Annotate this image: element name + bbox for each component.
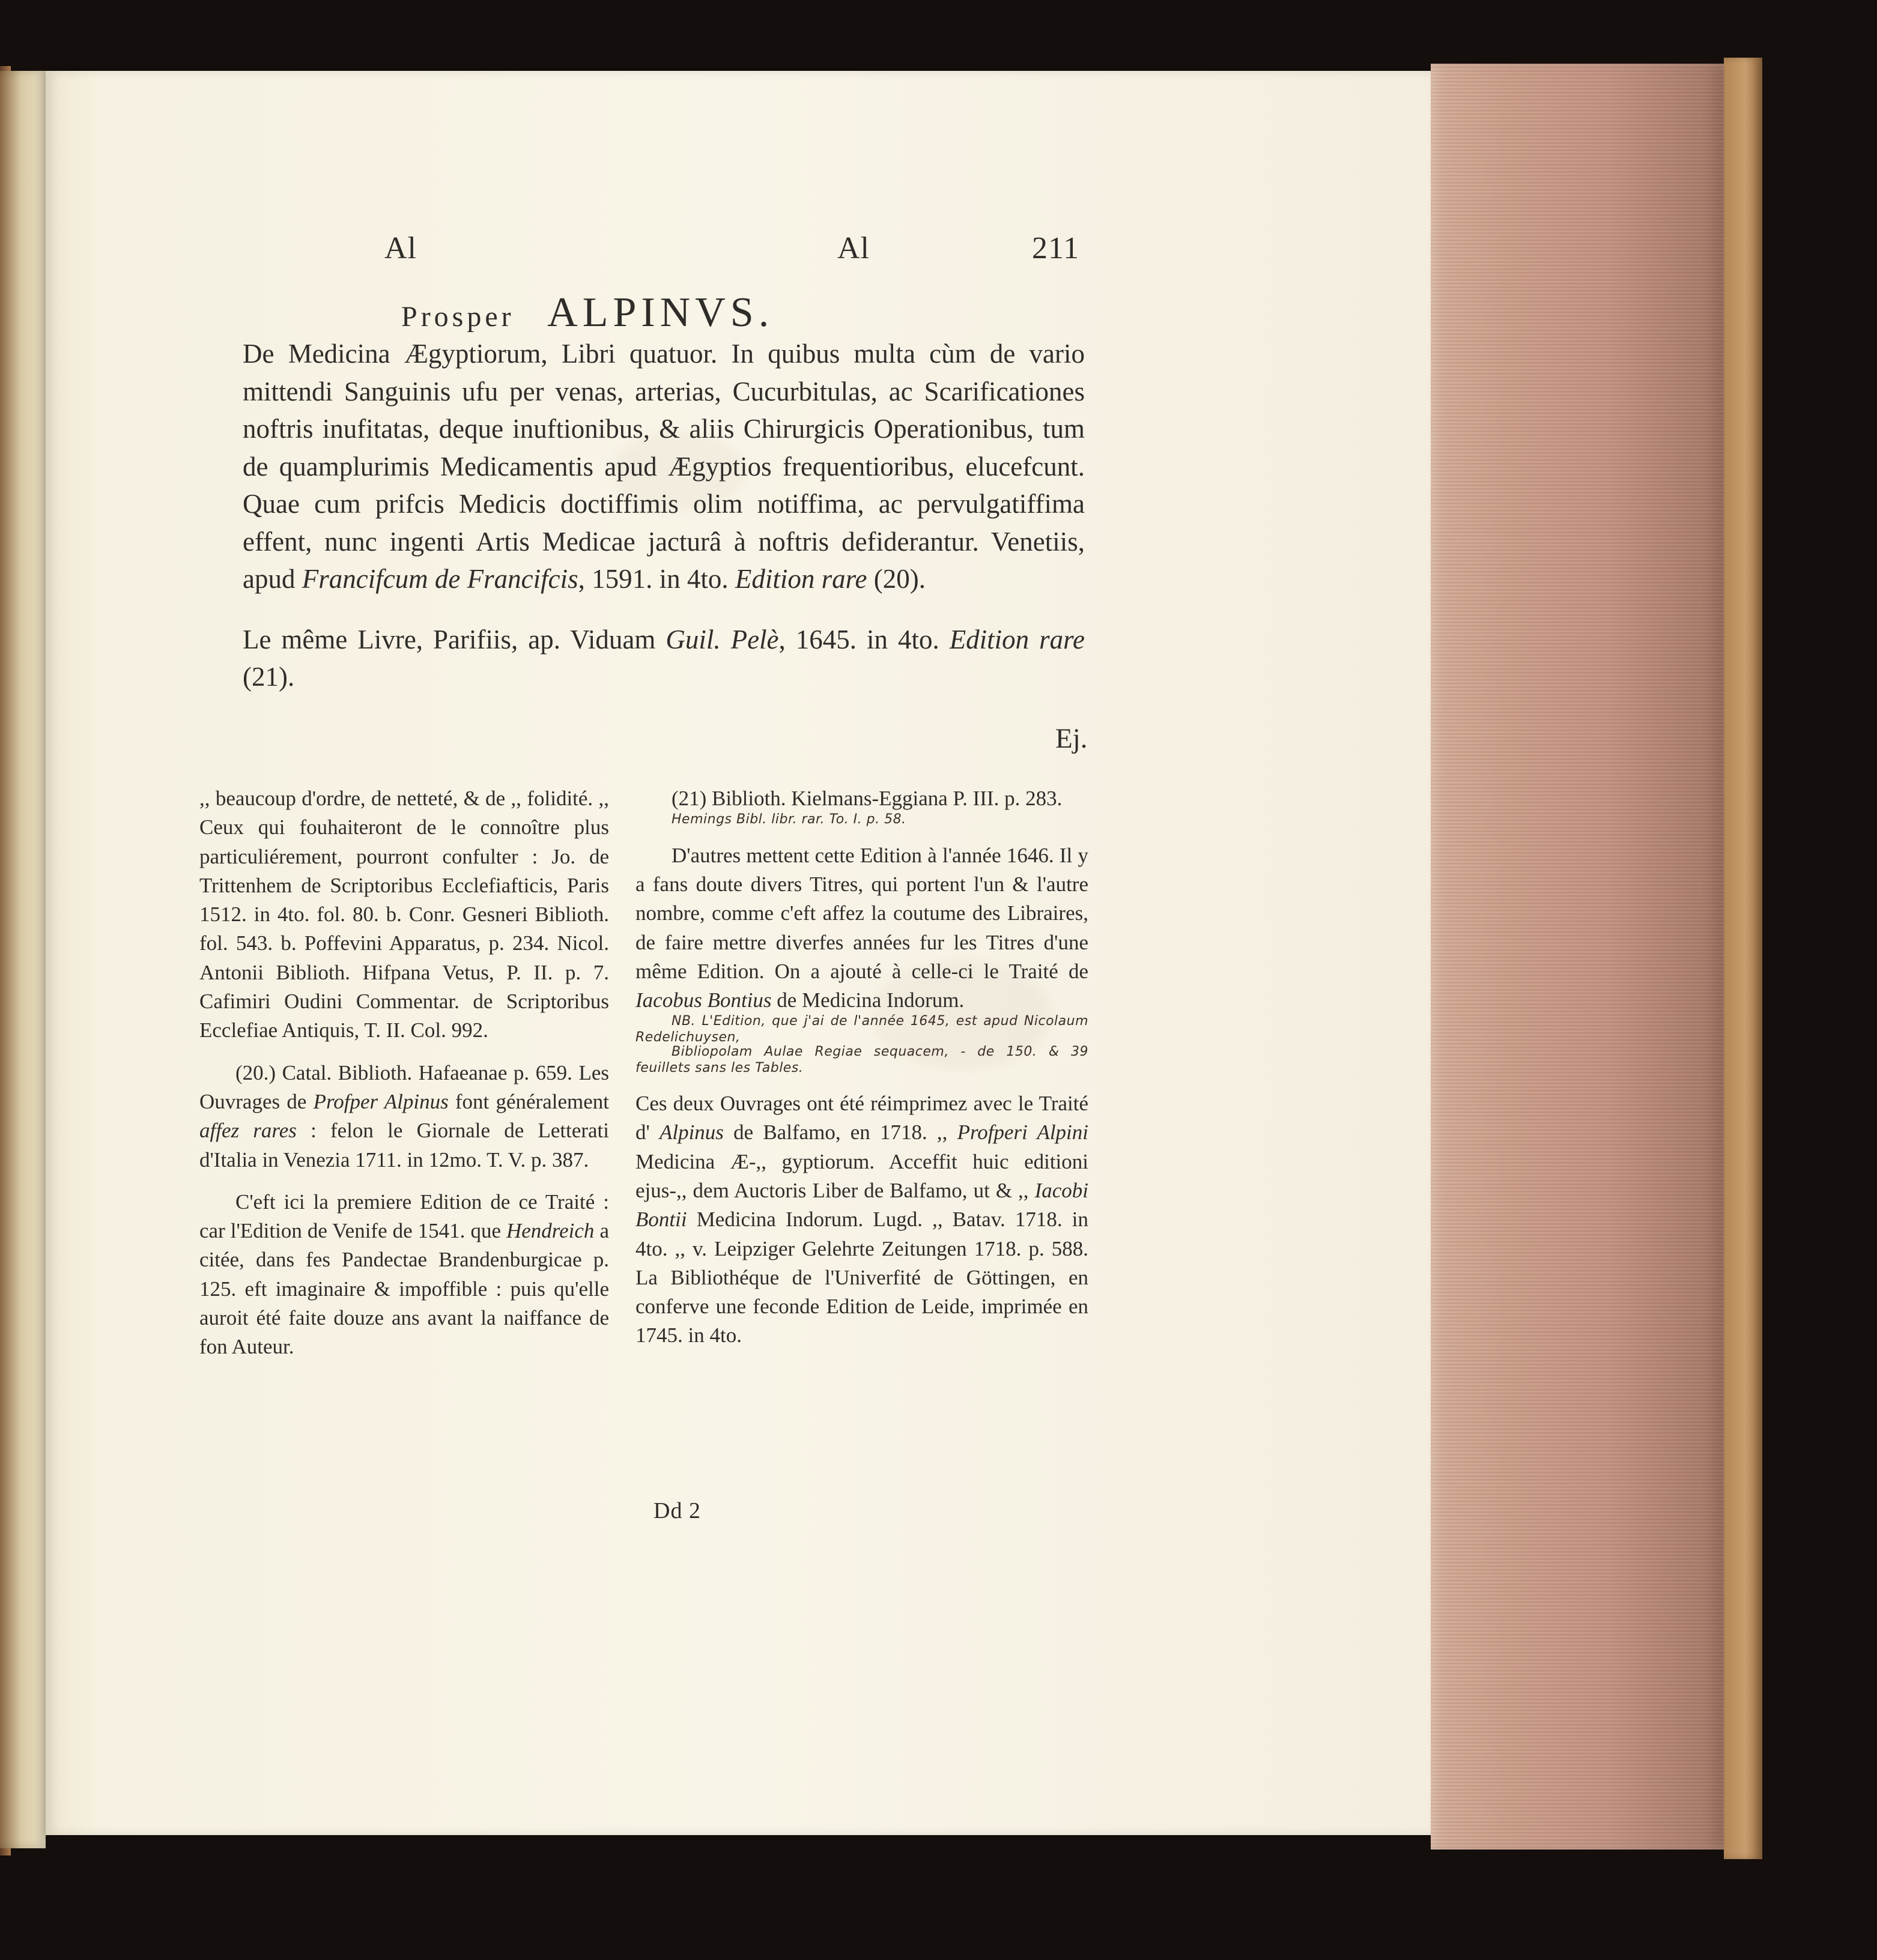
right-note-paragraph-3-end: Medicina Indorum. Lugd. ,, Batav. 1718. in 4to. ,, v. Leipziger Gelehrte Zeitungen 1718. p. 588. La Bibliothéque de l'Univerfité de Göttingen, en conferve une feconde Edition de Leide, imprimée en 1745. in 4to. bbox=[635, 1208, 1088, 1348]
page-number: 211 bbox=[1032, 231, 1080, 265]
main-paragraph-2-end: (21). bbox=[243, 662, 295, 692]
left-page-edge bbox=[0, 71, 46, 1848]
right-note-paragraph-2-end: de Medicina Indorum. bbox=[771, 988, 965, 1012]
main-paragraph-2 bbox=[243, 621, 1085, 696]
author-first-name: Prosper bbox=[401, 301, 515, 333]
right-book-cover bbox=[1724, 58, 1762, 1859]
right-note-paragraph-1-text: (21) Biblioth. Kielmans-Eggiana P. III. p. 283. bbox=[672, 787, 1063, 810]
right-note-paragraph-3 bbox=[635, 1089, 1088, 1351]
running-header-center: Al bbox=[837, 231, 870, 265]
left-note-paragraph-2-italic-rare: affez rares bbox=[199, 1119, 297, 1143]
left-note-paragraph-2-middle: font généralement bbox=[448, 1089, 609, 1113]
right-note-paragraph-3-italic-alpinus: Alpinus bbox=[659, 1121, 724, 1145]
page-edges bbox=[1431, 64, 1724, 1850]
main-paragraph-1-middle: , 1591. in 4to. bbox=[578, 564, 735, 594]
left-note-paragraph-1-text: ,, beaucoup d'ordre, de netteté, & de ,, folidité. ,, Ceux qui fouhaiteront de le connoître plus particuliérement, pourront confulter : Jo. de Trittenhem de Scriptoribus Ecclefiafticis, Paris 1512. in 4to. fol. 80. b. Conr. Gesneri Biblioth. fol. 543. b. Poffevini Apparatus, p. 234. Nicol. Antonii Biblioth. Hifpana Vetus, P. II. p. 7. Cafimiri Oudini Commentar. de Scriptoribus Ecclefiae Antiquis, T. II. Col. 992. bbox=[199, 787, 609, 1042]
right-note-paragraph-3-italic-title: Profperi Alpini bbox=[957, 1121, 1088, 1145]
main-paragraph-1-text: De Medicina Ægyptiorum, Libri quatuor. In quibus multa cùm de vario mittendi Sanguinis ufu per venas, arterias, Cucurbitulas, ac Scarificationes noftris inufitatas, deque inuftionibus, & aliis Chirurgicis Operationibus, tum de quamplurimis Medicamentis apud Ægyptios frequentioribus, elucefcunt. Quae cum prifcis Medicis doctiffimis olim notiffima, ac pervulgatiffima effent, nunc ingenti Artis Medicae jacturâ à noftris defiderantur. Venetiis, apud bbox=[243, 339, 1085, 594]
main-entry-text bbox=[243, 335, 1085, 696]
left-note-paragraph-2-end: : felon le Giornale de Letterati d'Italia in Venezia 1711. in 12mo. T. V. p. 387. bbox=[199, 1119, 610, 1172]
left-note-paragraph-3-end: a citée, dans fes Pandectae Brandenburgicae p. 125. eft imaginaire & impoffible : puis qu'elle auroit été faite douze ans avant la naiffance de fon Auteur. bbox=[199, 1219, 609, 1359]
main-paragraph-2-italic-printer: Guil. Pelè bbox=[666, 624, 779, 655]
left-note-paragraph-3-italic-name: Hendreich bbox=[506, 1219, 595, 1243]
left-note-paragraph-3 bbox=[199, 1188, 609, 1362]
right-note-paragraph-3-middle-1: de Balfamo, en 1718. ,, bbox=[723, 1121, 957, 1145]
left-note-paragraph-2-italic-author: Profper Alpinus bbox=[313, 1089, 449, 1113]
right-note-paragraph-3-italic-bontius: Iacobi Bontii bbox=[635, 1178, 1088, 1232]
handwritten-annotation-2: NB. L'Edition, que j'ai de l'année 1645, est apud Nicolaum Redelichuysen, bbox=[635, 1014, 1088, 1045]
left-note-paragraph-2 bbox=[199, 1059, 609, 1175]
author-last-name: ALPINVS. bbox=[547, 289, 774, 336]
main-paragraph-1-italic-publisher: Francifcum de Francifcis bbox=[302, 564, 578, 594]
right-note-paragraph-2-italic-name: Iacobus Bontius bbox=[635, 988, 772, 1012]
right-note-paragraph-2-start: D'autres mettent cette Edition à l'année 1646. Il y a fans doute divers Titres, qui portent l'un & l'autre nombre, comme c'eft affez la coutume des Libraires, de faire mettre diverfes années fur les Titres d'une même Edition. On a ajouté à celle-ci le Traité de bbox=[635, 843, 1088, 983]
left-note-paragraph-2-start: (20.) Catal. Biblioth. Hafaeanae p. 659. Les Ouvrages de bbox=[199, 1060, 609, 1113]
main-paragraph-2-italic-edition: Edition rare bbox=[949, 624, 1085, 655]
catchword: Ej. bbox=[1055, 723, 1088, 754]
right-note-paragraph-1 bbox=[635, 784, 1088, 828]
left-note-paragraph-1 bbox=[199, 784, 609, 1045]
right-note-paragraph-3-middle-2: Medicina Æ-,, gyptiorum. Acceffit huic editioni ejus-,, dem Auctoris Liber de Balfamo, ut & ,, bbox=[635, 1149, 1088, 1202]
main-paragraph-2-text: Le même Livre, Parifiis, ap. Viduam bbox=[243, 624, 666, 655]
signature-mark: Dd 2 bbox=[653, 1498, 701, 1523]
main-paragraph-1-italic-edition: Edition rare bbox=[735, 564, 867, 594]
running-header-left: Al bbox=[384, 231, 417, 265]
right-note-paragraph-2 bbox=[635, 841, 1088, 1076]
left-footnote-column bbox=[199, 784, 609, 1362]
handwritten-annotation-1: Hemings Bibl. libr. rar. To. I. p. 58. bbox=[672, 812, 906, 827]
handwritten-annotation-3: Bibliopolam Aulae Regiae sequacem, - de 150. & 39 feuillets sans les Tables. bbox=[635, 1044, 1088, 1075]
left-note-paragraph-3-start: C'eft ici la premiere Edition de ce Traité : car l'Edition de Venife de 1541. que bbox=[199, 1190, 609, 1243]
right-footnote-column bbox=[635, 784, 1088, 1351]
main-paragraph-1-end: (20). bbox=[867, 564, 926, 594]
entry-title bbox=[401, 289, 774, 336]
main-paragraph-1 bbox=[243, 335, 1085, 598]
main-paragraph-2-middle: , 1645. in 4to. bbox=[778, 624, 950, 655]
right-note-paragraph-3-start: Ces deux Ouvrages ont été réimprimez avec le Traité d' bbox=[635, 1092, 1088, 1145]
